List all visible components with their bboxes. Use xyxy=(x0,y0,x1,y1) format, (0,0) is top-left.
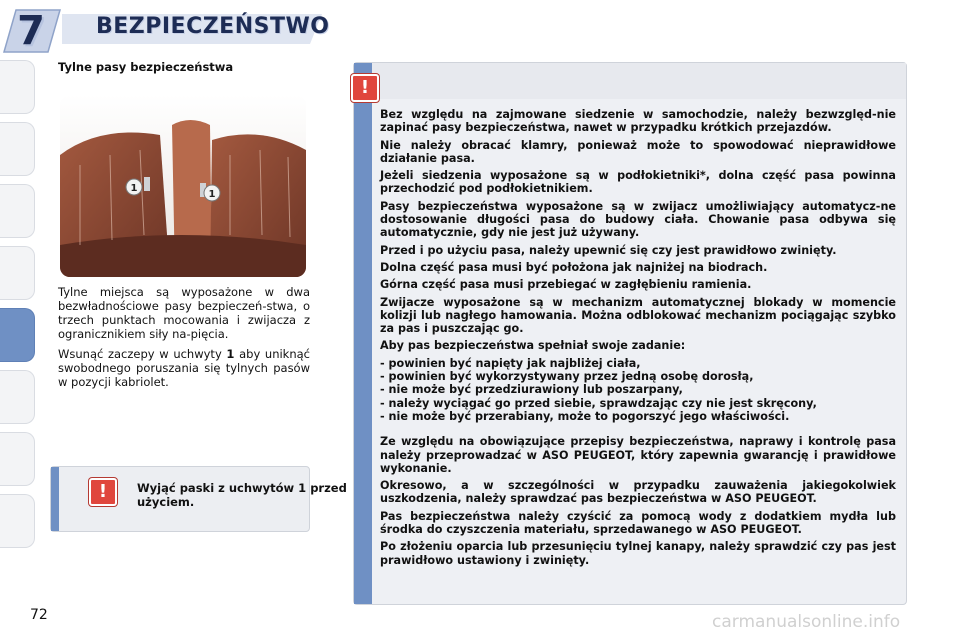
left-paragraph-2: Wsunąć zaczepy w uchwyty 1 aby uniknąć swobodnego poruszania się tylnych pasów w pozycji kabriolet. xyxy=(58,347,311,389)
callout-1: 1 xyxy=(208,189,216,200)
warning-box-small xyxy=(50,466,347,532)
left-paragraph-1: Tylne miejsca są wyposażone w dwa bezwładnościowe pasy bezpieczeń-stwa, o trzech punktach mocowania i zwijacza z ogranicznikiem siły na-pięcia. xyxy=(58,285,310,341)
left-body-text xyxy=(58,285,310,395)
chapter-tab[interactable] xyxy=(0,122,35,176)
chapter-number: 7 xyxy=(17,8,45,54)
chapter-tab[interactable] xyxy=(0,370,35,424)
warning-paragraph: Okresowo, a w szczególności w przypadku zauważenia jakiegokolwiek uszkodzenia, należy sprawdzać pas bezpieczeństwa w ASO PEUGEOT. xyxy=(380,479,896,506)
chapter-tab-active[interactable] xyxy=(0,308,35,362)
rear-seat-illustration xyxy=(60,95,306,277)
warning-paragraph: Dolna część pasa musi być położona jak najniżej na biodrach. xyxy=(380,260,768,274)
callout-1: 1 xyxy=(130,183,138,194)
warning-paragraph: Górna część pasa musi przebiegać w zagłębieniu ramienia. xyxy=(380,278,752,292)
list-item: - nie może być przerabiany, może to pogorszyć jego właściwości. xyxy=(380,409,790,423)
warning-paragraph: Przed i po użyciu pasa, należy upewnić się czy jest prawidłowo zwinięty. xyxy=(380,243,837,257)
section-title: Tylne pasy bezpieczeństwa xyxy=(58,60,234,74)
list-item: - powinien być napięty jak najbliżej ciała, xyxy=(380,356,641,370)
rear-seat-photo xyxy=(60,95,306,277)
warning-list xyxy=(380,357,896,423)
chapter-tab[interactable] xyxy=(0,60,35,114)
warning-small-text: Wyjąć paski z uchwytów 1 przed użyciem. xyxy=(137,481,347,509)
warning-paragraph: Pas bezpieczeństwa należy czyścić za pomocą wody z dodatkiem mydła lub środka do czyszczenia materiału, sprzedawanego w ASO PEUGEOT. xyxy=(380,509,896,537)
chapter-tab[interactable] xyxy=(0,432,35,486)
list-item: - należy wyciągać go przed siebie, sprawdzając czy nie jest skręcony, xyxy=(380,396,817,410)
page-number: 72 xyxy=(30,607,48,623)
warning-icon: ! xyxy=(89,478,117,506)
warning-paragraph: Po złożeniu oparcia lub przesunięciu tylnej kanapy, należy sprawdzić czy pas jest prawidłowo ustawiony i zwinięty. xyxy=(380,540,896,567)
warning-paragraph: Bez względu na zajmowane siedzenie w samochodzie, należy bezwzględ-nie zapinać pasy bezpieczeństwa, nawet w przypadku krótkich przejazdów. xyxy=(380,108,896,135)
watermark: carmanualsonline.info xyxy=(712,612,901,632)
list-item: - nie może być przedziurawiony lub poszarpany, xyxy=(380,383,683,397)
warning-paragraph: Ze względu na obowiązujące przepisy bezpieczeństwa, naprawy i kontrolę pasa należy przeprowadzać w ASO PEUGEOT, który zapewnia gwarancję i prawidłowe wykonanie. xyxy=(380,435,896,475)
warning-paragraph: Aby pas bezpieczeństwa spełniał swoje zadanie: xyxy=(380,339,686,353)
warning-paragraph: Zwijacze wyposażone są w mechanizm automatycznej blokady w momencie kolizji lub nagłego hamowania. Można odblokować mechanizm pociągając szybko za pas i puszczając go. xyxy=(380,295,896,336)
page-title: BEZPIECZEŃSTWO xyxy=(96,14,330,39)
chapter-tab[interactable] xyxy=(0,494,35,548)
warning-icon: ! xyxy=(351,74,379,102)
warning-paragraph: Jeżeli siedzenia wyposażone są w podłokietniki*, dolna część pasa powinna przechodzić pod podłokietnikiem. xyxy=(380,169,896,196)
chapter-tabs xyxy=(0,40,40,580)
list-item: - powinien być wykorzystywany przez jedną osobę dorosłą, xyxy=(380,370,754,384)
chapter-tab[interactable] xyxy=(0,184,35,238)
warning-paragraph: Nie należy obracać klamry, ponieważ może to spowodować nieprawidłowe działanie pasa. xyxy=(380,138,896,165)
warning-panel-text xyxy=(380,108,896,571)
chapter-tab[interactable] xyxy=(0,246,35,300)
warning-paragraph: Pasy bezpieczeństwa wyposażone są w zwijacz umożliwiający automatycz-ne dostosowanie długości pasa do budowy ciała. Chowanie pasa odbywa się automatycznie, gdy nie jest już używany. xyxy=(380,199,896,240)
